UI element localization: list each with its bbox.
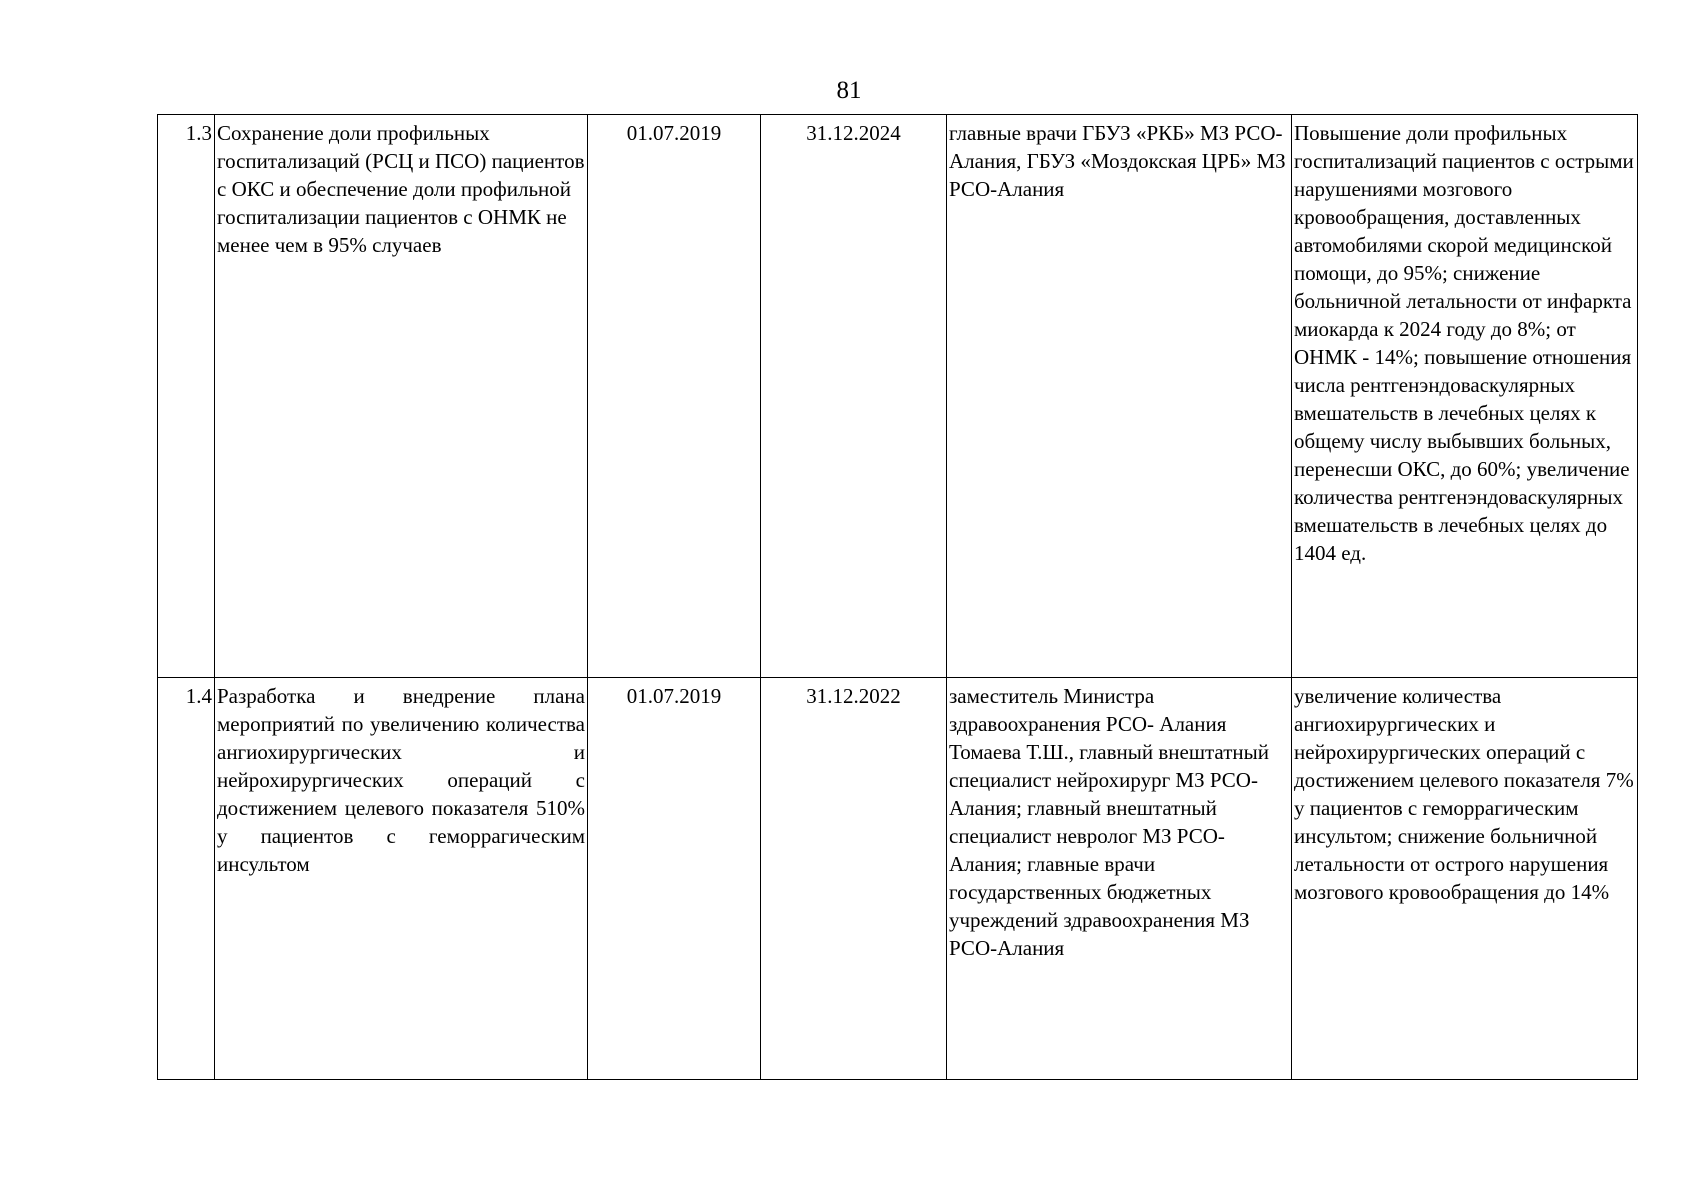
row-number: 1.4 — [185, 684, 212, 708]
activity-name-cell — [215, 115, 588, 678]
end-date: 31.12.2022 — [806, 684, 901, 708]
table-row — [158, 678, 1638, 1080]
start-date-cell — [588, 115, 761, 678]
activity-name: Разработка и внедрение плана мероприятий по увеличению количества ангиохирургических и нейрохирургических операций с достижением целевого показателя 510% у пациентов с геморрагическим инсультом — [217, 684, 585, 876]
activities-table — [157, 114, 1638, 1080]
responsible-persons: главные врачи ГБУЗ «РКБ» МЗ РСО-Алания, ГБУЗ «Моздокская ЦРБ» МЗ РСО-Алания — [949, 121, 1286, 201]
page-number: 81 — [836, 77, 862, 104]
activity-name: Сохранение доли профильных госпитализаций (РСЦ и ПСО) пациентов с ОКС и обеспечение доли профильной госпитализации пациентов с ОНМК не менее чем в 95% случаев — [217, 121, 585, 257]
end-date-cell — [761, 115, 947, 678]
start-date-cell — [588, 678, 761, 1080]
row-number: 1.3 — [185, 121, 212, 145]
responsible-persons: заместитель Министра здравоохранения РСО- Алания Томаева Т.Ш., главный внештатный специалист нейрохирург МЗ РСО-Алания; главный внештатный специалист невролог МЗ РСО-Алания; главные врачи государственных бюджетных учреждений здравоохранения МЗ РСО-Алания — [949, 684, 1269, 960]
start-date: 01.07.2019 — [626, 121, 722, 145]
result-cell — [1292, 115, 1638, 678]
start-date: 01.07.2019 — [626, 684, 722, 708]
table-row — [158, 115, 1638, 678]
end-date-cell — [761, 678, 947, 1080]
responsible-cell — [947, 678, 1292, 1080]
row-number-cell — [158, 678, 215, 1080]
end-date: 31.12.2024 — [806, 121, 901, 145]
activity-name-cell — [215, 678, 588, 1080]
result-cell — [1292, 678, 1638, 1080]
expected-result: Повышение доли профильных госпитализаций пациентов с острыми нарушениями мозгового кровообращения, доставленных автомобилями скорой медицинской помощи, до 95%; снижение больничной летальности от инфаркта миокарда к 2024 году до 8%; от ОНМК - 14%; повышение отношения числа рентгенэндоваскулярных вмешательств в лечебных целях к общему числу выбывших больных, перенесши ОКС, до 60%; увеличение количества рентгенэндоваскулярных вмешательств в лечебных целях до 1404 ед. — [1294, 121, 1634, 565]
row-number-cell — [158, 115, 215, 678]
expected-result: увеличение количества ангиохирургических и нейрохирургических операций с достижением целевого показателя 7% у пациентов с геморрагическим инсультом; снижение больничной летальности от острого нарушения мозгового кровообращения до 14% — [1294, 684, 1634, 904]
responsible-cell — [947, 115, 1292, 678]
